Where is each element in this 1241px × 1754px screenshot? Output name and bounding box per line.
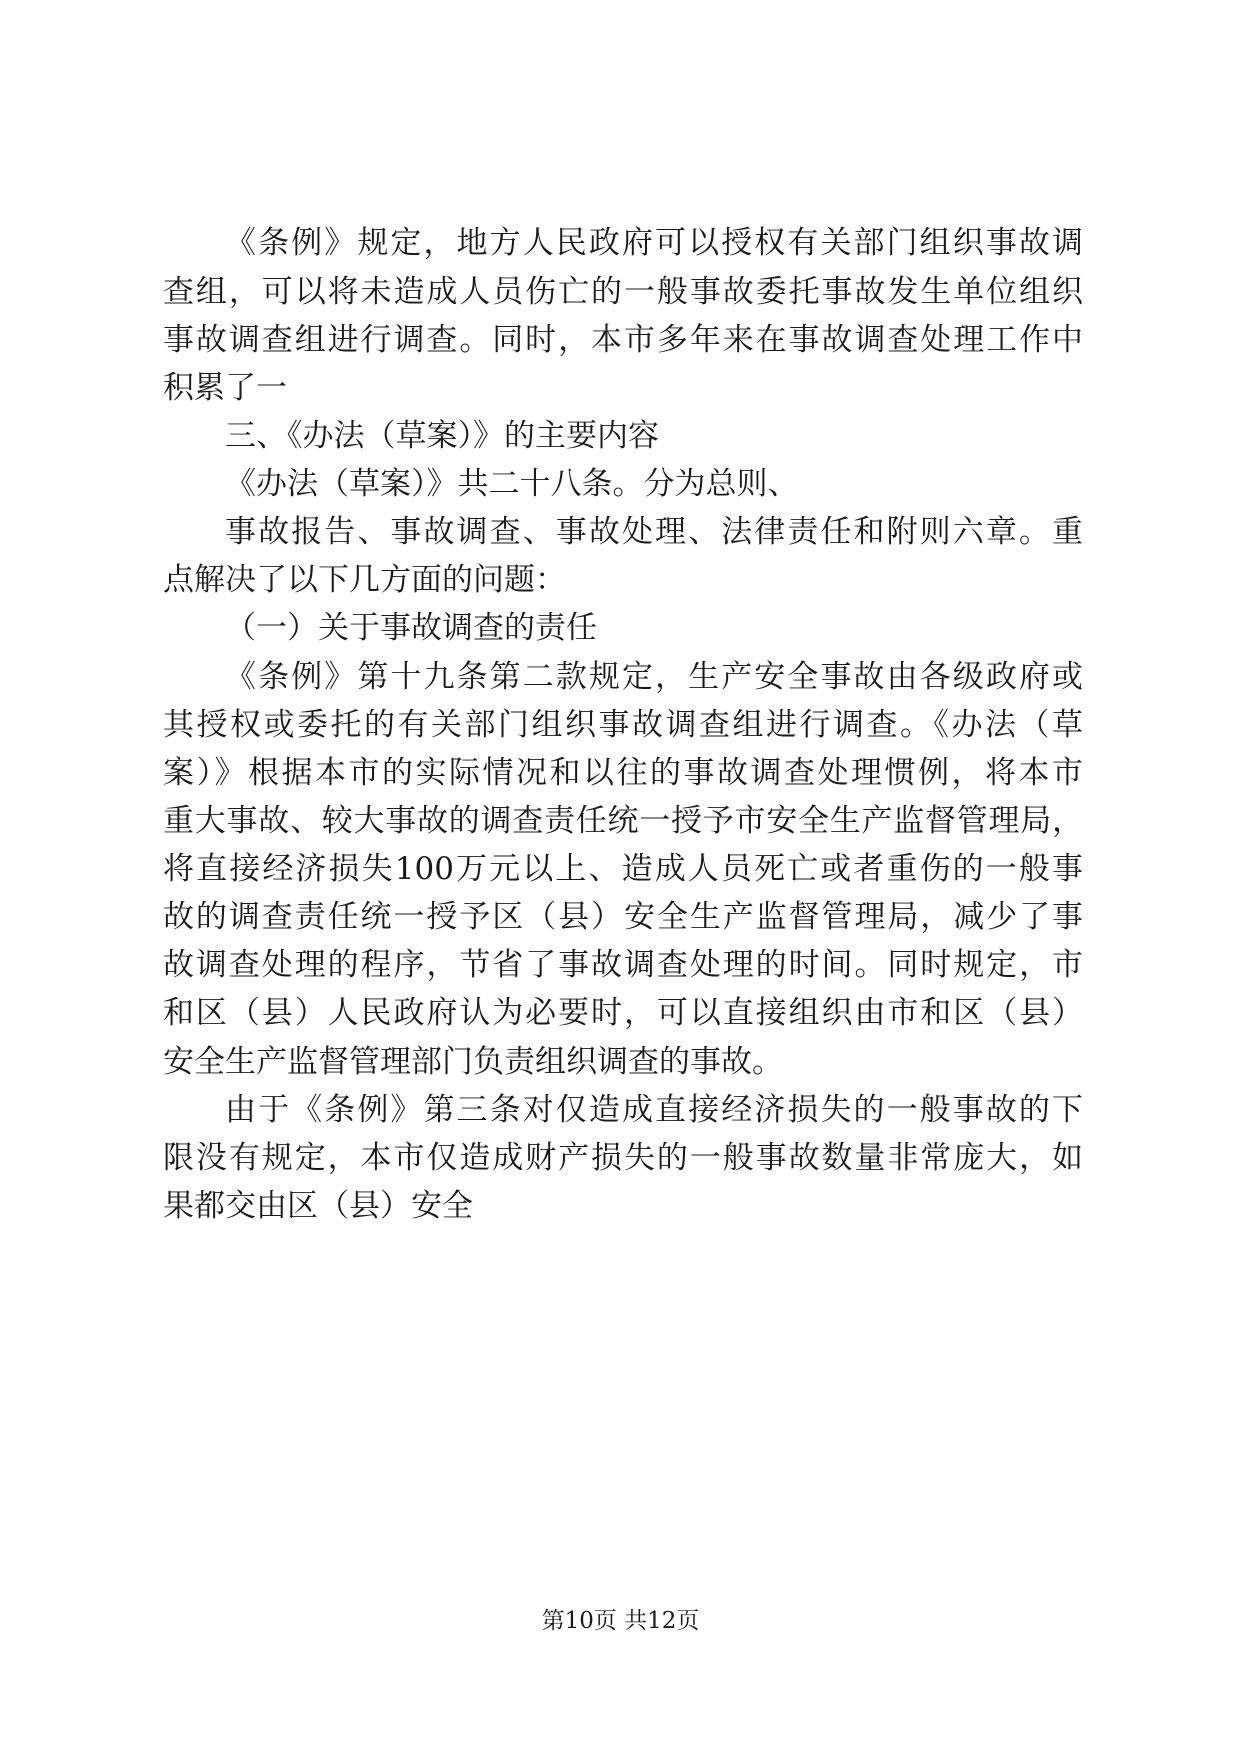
body-line: 积累了一 — [163, 370, 287, 406]
body-line: 将直接经济损失100万元以上、造成人员死亡或者重伤的一般事 — [163, 851, 1083, 887]
body-line: 果都交由区（县）安全 — [163, 1188, 473, 1224]
document-body — [163, 225, 1083, 1224]
subsection-heading: （一）关于事故调查的责任 — [225, 610, 597, 646]
body-line: 《条例》第十九条第二款规定，生产安全事故由各级政府或 — [225, 659, 1083, 695]
body-line: 重大事故、较大事故的调查责任统一授予市安全生产监督管理局， — [163, 803, 1083, 839]
section-heading: 三、《办法（草案）》的主要内容 — [225, 418, 659, 454]
body-line: 故调查处理的程序，节省了事故调查处理的时间。同时规定，市 — [163, 947, 1083, 983]
body-line: 点解决了以下几方面的问题： — [163, 562, 566, 598]
body-line: 查组，可以将未造成人员伤亡的一般事故委托事故发生单位组织 — [163, 274, 1083, 310]
body-line: 故的调查责任统一授予区（县）安全生产监督管理局，减少了事 — [163, 899, 1083, 935]
body-line: 事故报告、事故调查、事故处理、法律责任和附则六章。重 — [225, 514, 1083, 550]
body-line: 案）》根据本市的实际情况和以往的事故调查处理惯例，将本市 — [163, 755, 1083, 791]
body-line: 安全生产监督管理部门负责组织调查的事故。 — [163, 1044, 783, 1080]
body-line: 《条例》规定，地方人民政府可以授权有关部门组织事故调 — [225, 225, 1083, 261]
body-line: 限没有规定，本市仅造成财产损失的一般事故数量非常庞大，如 — [163, 1140, 1083, 1176]
body-line: 《办法（草案）》共二十八条。分为总则、 — [225, 466, 799, 502]
page-number-footer: 第10页 共12页 — [541, 1608, 700, 1634]
body-line: 其授权或委托的有关部门组织事故调查组进行调查。《办法（草 — [163, 707, 1083, 743]
body-line: 和区（县）人民政府认为必要时，可以直接组织由市和区（县） — [163, 995, 1083, 1031]
body-line: 由于《条例》第三条对仅造成直接经济损失的一般事故的下 — [225, 1092, 1083, 1128]
body-line: 事故调查组进行调查。同时，本市多年来在事故调查处理工作中 — [163, 322, 1083, 358]
